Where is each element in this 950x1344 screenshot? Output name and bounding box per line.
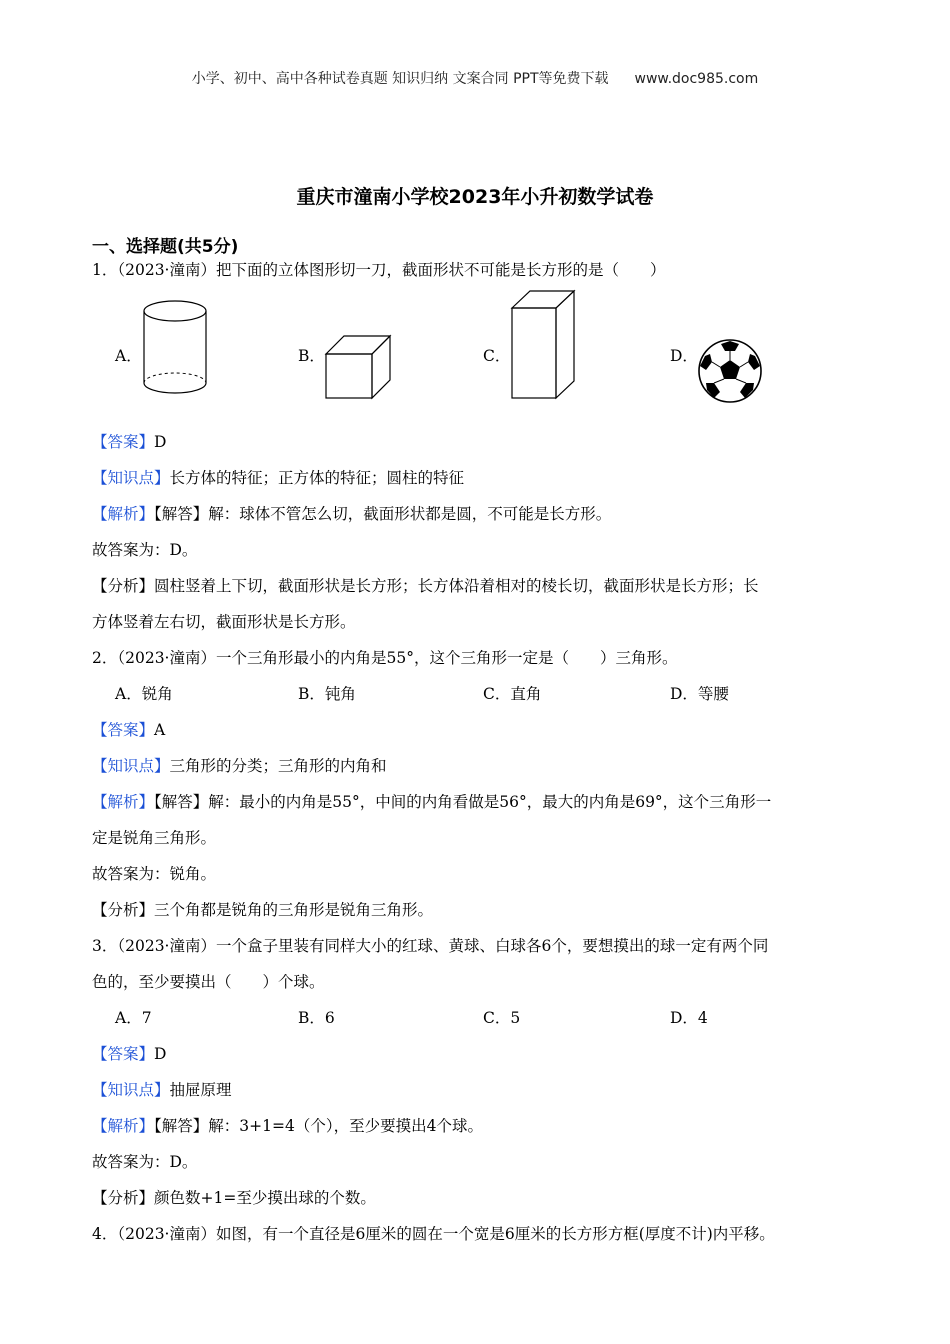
q1-label-a: A． — [115, 347, 142, 365]
q3-stem-1: 3．（2023·潼南）一个盒子里装有同样大小的红球、黄球、白球各6个，要想摸出的球一定有两个同 — [92, 937, 769, 955]
q1-answer — [92, 430, 166, 452]
q2-stem: 2．（2023·潼南）一个三角形最小的内角是55°，这个三角形一定是（ ）三角形。 — [92, 649, 678, 667]
q1-knowledge — [92, 466, 464, 488]
q2-answer-value: A — [154, 721, 166, 739]
q3-answer — [92, 1042, 166, 1064]
q2-analysis-text-1: 【解答】解：最小的内角是55°，中间的内角看做是56°，最大的内角是69°，这个三角形一 — [154, 793, 772, 811]
section-title: 一、选择题(共5分) — [92, 237, 239, 257]
q3-stem-2: 色的，至少要摸出（ ）个球。 — [92, 973, 325, 991]
q1-review — [92, 574, 759, 596]
q3-knowledge-text: 抽屉原理 — [169, 1081, 232, 1099]
q3-review-text: 颜色数+1=至少摸出球的个数。 — [154, 1189, 376, 1207]
q1-label-d: D． — [670, 347, 698, 365]
q2-knowledge-text: 三角形的分类；三角形的内角和 — [169, 757, 387, 775]
q2-answer — [92, 718, 165, 740]
q3-answer-value: D — [154, 1045, 167, 1063]
analysis-tag: 【解析】 — [92, 1117, 155, 1135]
q2-knowledge — [92, 754, 387, 776]
q1-review-text-2: 方体竖着左右切，截面形状是长方形。 — [92, 613, 356, 631]
q3-knowledge — [92, 1078, 232, 1100]
q3-option-c: C．5 — [483, 1009, 521, 1027]
q3-analysis-text: 【解答】解：3+1=4（个），至少要摸出4个球。 — [154, 1117, 483, 1135]
review-tag: 【分析】 — [92, 577, 155, 595]
knowledge-tag: 【知识点】 — [92, 1081, 170, 1099]
knowledge-tag: 【知识点】 — [92, 757, 170, 775]
q1-label-c: C． — [483, 347, 511, 365]
cylinder-figure — [140, 297, 210, 401]
q1-conclusion: 故答案为：D。 — [92, 541, 198, 559]
answer-tag: 【答案】 — [92, 721, 155, 739]
q2-analysis-text-2: 定是锐角三角形。 — [92, 829, 217, 847]
q2-review-text: 三个角都是锐角的三角形是锐角三角形。 — [154, 901, 434, 919]
q3-review — [92, 1186, 376, 1208]
q1-analysis-text: 【解答】解：球体不管怎么切，截面形状都是圆，不可能是长方形。 — [154, 505, 612, 523]
q3-analysis — [92, 1114, 483, 1136]
header-text: 小学、初中、高中各种试卷真题 知识归纳 文案合同 PPT等免费下载 — [191, 71, 609, 87]
q1-analysis — [92, 502, 611, 524]
q3-option-a: A．7 — [115, 1009, 152, 1027]
cuboid-figure — [508, 288, 578, 402]
knowledge-tag: 【知识点】 — [92, 469, 170, 487]
cube-figure — [322, 332, 394, 402]
soccer-ball-figure — [697, 338, 763, 404]
q2-option-a: A．锐角 — [115, 685, 173, 703]
q1-stem: 1．（2023·潼南）把下面的立体图形切一刀，截面形状不可能是长方形的是（ ） — [92, 261, 666, 279]
analysis-tag: 【解析】 — [92, 505, 155, 523]
q3-option-b: B．6 — [298, 1009, 335, 1027]
q1-review-text-1: 圆柱竖着上下切，截面形状是长方形；长方体沿着相对的棱长切，截面形状是长方形；长 — [154, 577, 759, 595]
q2-analysis — [92, 790, 771, 812]
document-title: 重庆市潼南小学校2023年小升初数学试卷 — [296, 186, 654, 208]
q1-answer-value: D — [154, 433, 167, 451]
header-url[interactable]: www.doc985.com — [634, 71, 759, 87]
q3-conclusion: 故答案为：D。 — [92, 1153, 198, 1171]
q2-conclusion: 故答案为：锐角。 — [92, 865, 217, 883]
q4-stem: 4．（2023·潼南）如图，有一个直径是6厘米的圆在一个宽是6厘米的长方形方框(厚度不计)内平移。 — [92, 1225, 775, 1243]
answer-tag: 【答案】 — [92, 433, 155, 451]
review-tag: 【分析】 — [92, 901, 155, 919]
answer-tag: 【答案】 — [92, 1045, 155, 1063]
q3-option-d: D．4 — [670, 1009, 708, 1027]
review-tag: 【分析】 — [92, 1189, 155, 1207]
analysis-tag: 【解析】 — [92, 793, 155, 811]
q2-option-c: C．直角 — [483, 685, 542, 703]
q2-review — [92, 898, 433, 920]
page-header — [0, 68, 950, 88]
q2-option-d: D．等腰 — [670, 685, 729, 703]
q1-knowledge-text: 长方体的特征；正方体的特征；圆柱的特征 — [169, 469, 465, 487]
q2-option-b: B．钝角 — [298, 685, 356, 703]
q1-label-b: B． — [298, 347, 325, 365]
